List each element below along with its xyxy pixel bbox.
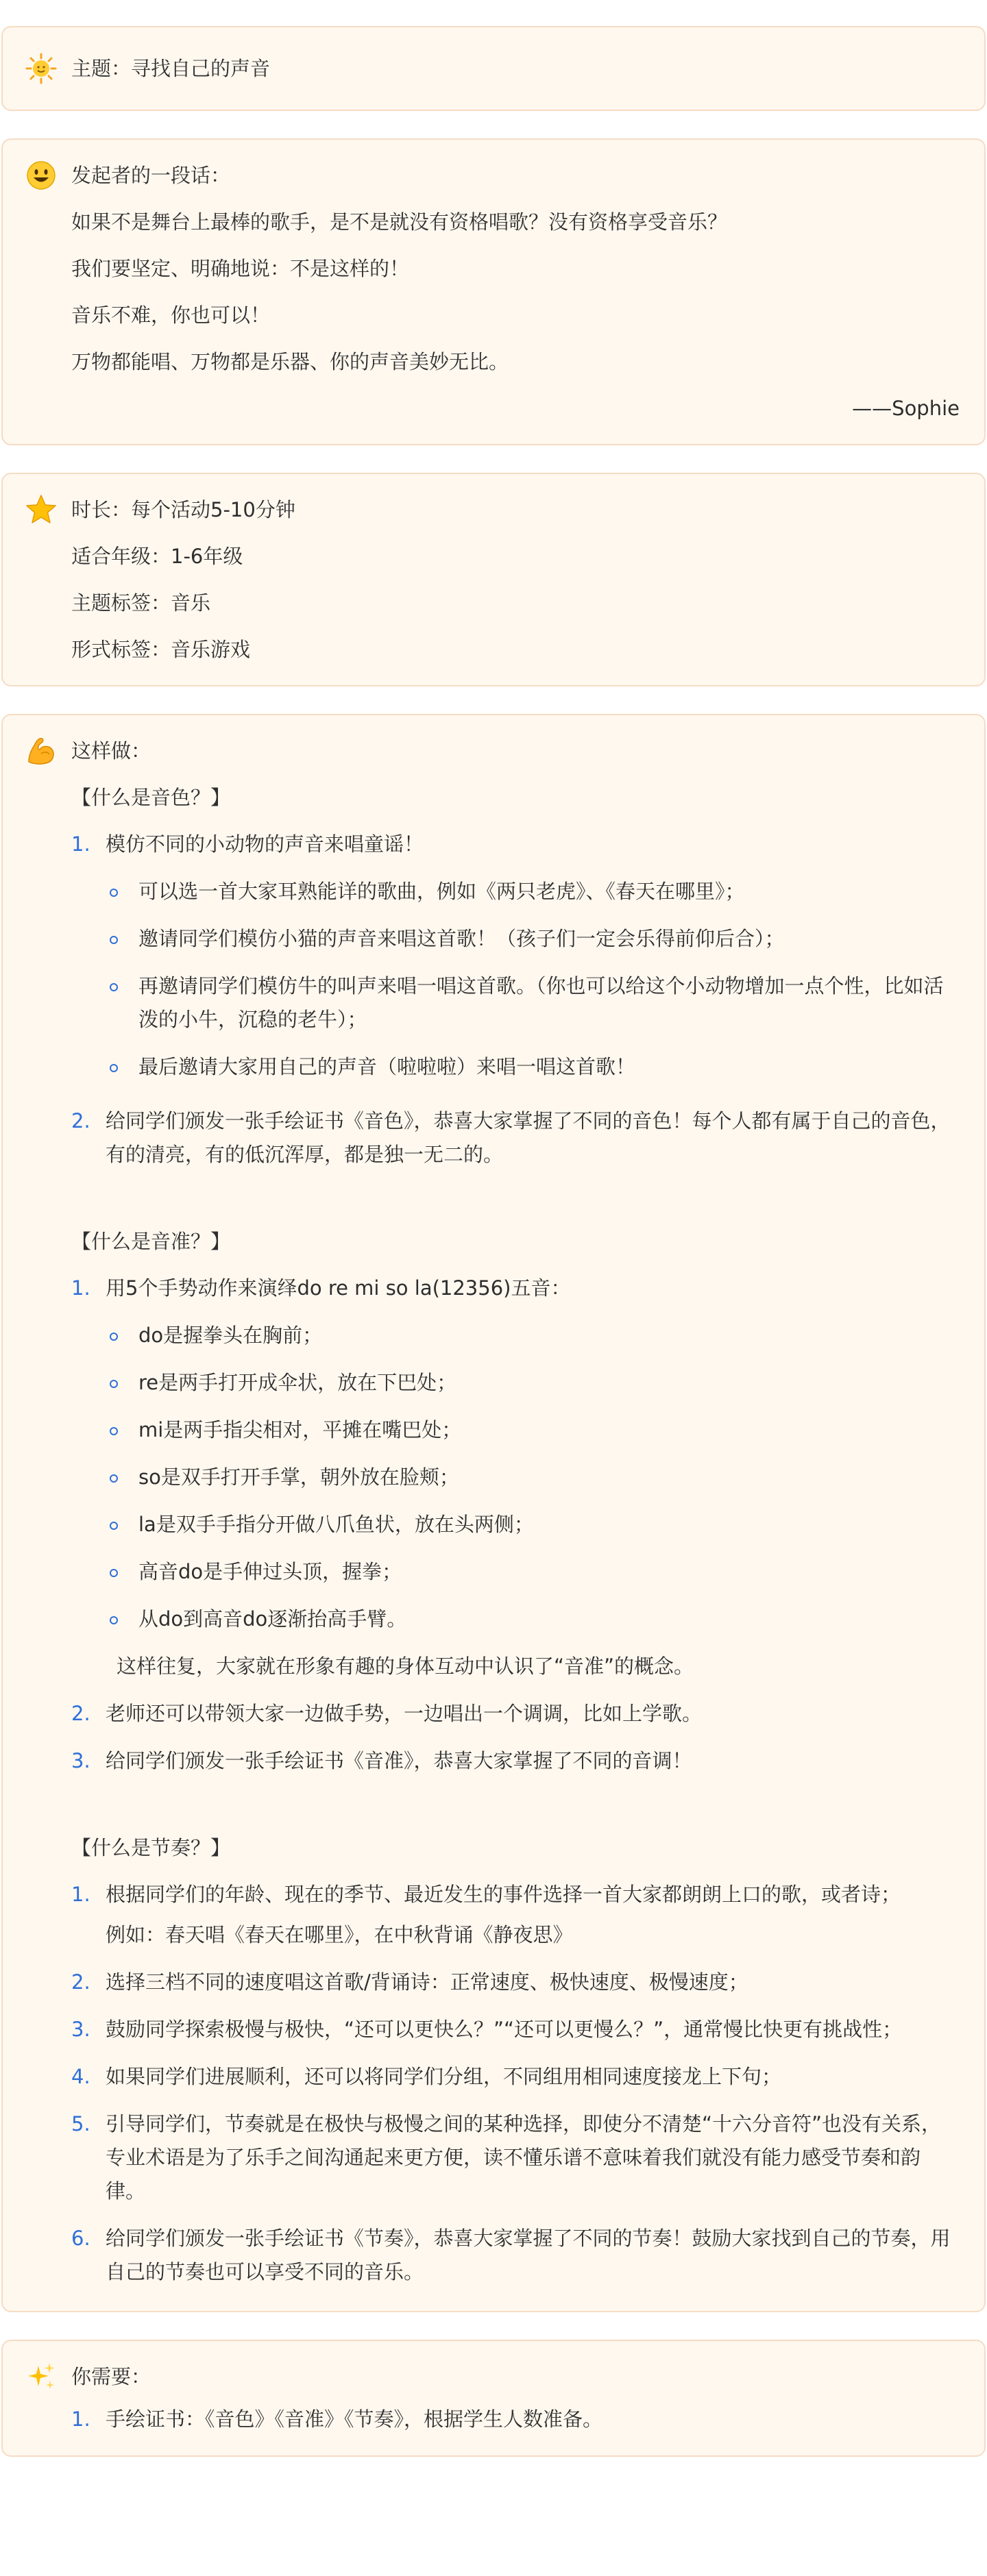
- intro-line-1: 如果不是舞台上最棒的歌手，是不是就没有资格唱歌？没有资格享受音乐？: [71, 210, 728, 234]
- bullet-icon: [106, 1413, 138, 1447]
- info-topic-tag: 主题标签：音乐: [71, 591, 211, 615]
- list-item: [71, 1737, 960, 1785]
- sub-item: do是握拳头在胸前；: [106, 1312, 960, 1359]
- list-item: [71, 1265, 960, 1690]
- howto-card: [1, 714, 986, 2312]
- list-item: [71, 1871, 960, 1959]
- item-number: 1.: [71, 1883, 90, 1906]
- info-format-tag: 形式标签：音乐游戏: [71, 638, 251, 661]
- bullet-icon: [106, 875, 138, 908]
- info-grade: 适合年级：1-6年级: [71, 545, 243, 568]
- item-text: 根据同学们的年龄、现在的季节、最近发生的事件选择一首大家都朗朗上口的歌，或者诗；: [106, 1883, 901, 1906]
- item-text: 选择三档不同的速度唱这首歌/背诵诗：正常速度、极快速度、极慢速度；: [106, 1970, 748, 1994]
- item-text: 给同学们颁发一张手绘证书《音准》，恭喜大家掌握了不同的音调！: [106, 1749, 692, 1772]
- list-item: [71, 2101, 960, 2215]
- sub-item: 从do到高音do逐渐抬高手臂。: [106, 1596, 960, 1643]
- bullet-icon: [106, 1461, 138, 1494]
- info-duration-row: [25, 486, 960, 533]
- sub-item: mi是两手指尖相对，平摊在嘴巴处；: [106, 1407, 960, 1454]
- theme-text: 主题：寻找自己的声音: [71, 57, 271, 80]
- sub-item: re是两手打开成伞状，放在下巴处；: [106, 1359, 960, 1407]
- info-duration: 时长：每个活动5-10分钟: [71, 498, 295, 521]
- item-continuation: 这样往复，大家就在形象有趣的身体互动中认识了“音准”的概念。: [117, 1655, 694, 1678]
- item-text: 如果同学们进展顺利，还可以将同学们分组，不同组用相同速度接龙上下句；: [106, 2065, 782, 2088]
- bullet-icon: [106, 1319, 138, 1352]
- sub-item: la是双手手指分开做八爪鱼状，放在头两侧；: [106, 1501, 960, 1548]
- intro-heading-row: [25, 152, 960, 199]
- item-text: 老师还可以带领大家一边做手势，一边唱出一个调调，比如上学歌。: [106, 1702, 703, 1725]
- sub-item: 再邀请同学们模仿牛的叫声来唱一唱这首歌。（你也可以给这个小动物增加一点个性，比如活泼的小牛，沉稳的老牛）；: [106, 963, 960, 1043]
- item-text: 给同学们颁发一张手绘证书《节奏》，恭喜大家掌握了不同的节奏！鼓励大家找到自己的节奏，用自己的节奏也可以享受不同的音乐。: [106, 2227, 951, 2283]
- pitch-list: [25, 1265, 960, 1785]
- list-item: [71, 2400, 960, 2443]
- bullet-icon: [106, 1050, 138, 1084]
- bullet-icon: [106, 969, 138, 1037]
- bullet-icon: [106, 922, 138, 956]
- list-item: [71, 2006, 960, 2053]
- section-title-timbre: 【什么是音色？】: [71, 786, 231, 809]
- theme-card: [1, 26, 986, 111]
- intro-card: [1, 138, 986, 445]
- section-title-pitch: 【什么是音准？】: [71, 1230, 231, 1253]
- needs-list: [25, 2400, 960, 2443]
- bullet-icon: [106, 1602, 138, 1636]
- item-number: 6.: [71, 2227, 90, 2250]
- timbre-list: [25, 821, 960, 1178]
- item-text: 模仿不同的小动物的声音来唱童谣！: [106, 832, 424, 856]
- item-number: 3.: [71, 2018, 90, 2041]
- howto-heading: 这样做：: [71, 739, 151, 763]
- sub-item: 可以选一首大家耳熟能详的歌曲，例如《两只老虎》、《春天在哪里》；: [106, 868, 960, 915]
- smiley-emoji-icon: [25, 159, 58, 192]
- item-text: 用5个手势动作来演绎do re mi so la(12356)五音：: [106, 1276, 571, 1300]
- intro-line-4: 万物都能唱、万物都是乐器、你的声音美妙无比。: [71, 350, 509, 373]
- list-item: [71, 1959, 960, 2006]
- sub-item: 高音do是手伸过头顶，握拳；: [106, 1548, 960, 1596]
- sparkles-emoji-icon: [25, 2360, 58, 2393]
- item-number: 3.: [71, 1749, 90, 1772]
- star-emoji-icon: [25, 493, 58, 526]
- bullet-icon: [106, 1366, 138, 1400]
- intro-line-3: 音乐不难，你也可以！: [71, 304, 271, 327]
- sub-item: 最后邀请大家用自己的声音（啦啦啦）来唱一唱这首歌！: [106, 1043, 960, 1091]
- pitch-sub-list: [106, 1312, 960, 1643]
- section-title-rhythm: 【什么是节奏？】: [71, 1836, 231, 1859]
- item-text: 引导同学们，节奏就是在极快与极慢之间的某种选择，即使分不清楚“十六分音符”也没有关系，专业术语是为了乐手之间沟通起来更方便，读不懂乐谱不意味着我们就没有能力感受节奏和韵律。: [106, 2112, 942, 2203]
- item-text: 手绘证书：《音色》《音准》《节奏》，根据学生人数准备。: [106, 2407, 603, 2431]
- theme-row: [25, 45, 960, 92]
- needs-heading-row: [25, 2353, 960, 2400]
- timbre-sub-list: [106, 868, 960, 1091]
- item-number: 2.: [71, 1109, 90, 1132]
- intro-line-2: 我们要坚定、明确地说：不是这样的！: [71, 257, 410, 280]
- item-number: 1.: [71, 832, 90, 856]
- bullet-icon: [106, 1508, 138, 1541]
- item-number: 2.: [71, 1702, 90, 1725]
- needs-card: [1, 2340, 986, 2457]
- item-number: 5.: [71, 2112, 90, 2135]
- sub-item: so是双手打开手掌，朝外放在脸颊；: [106, 1454, 960, 1501]
- item-number: 1.: [71, 2407, 90, 2431]
- item-text: 给同学们颁发一张手绘证书《音色》，恭喜大家掌握了不同的音色！每个人都有属于自己的音色，有的清亮，有的低沉浑厚，都是独一无二的。: [106, 1109, 951, 1166]
- item-number: 1.: [71, 1276, 90, 1300]
- item-number: 4.: [71, 2065, 90, 2088]
- bullet-icon: [106, 1555, 138, 1589]
- sub-item: 邀请同学们模仿小猫的声音来唱这首歌！（孩子们一定会乐得前仰后合）；: [106, 915, 960, 963]
- list-item: [71, 2053, 960, 2101]
- list-item: [71, 1690, 960, 1737]
- howto-heading-row: [25, 728, 960, 774]
- info-card: [1, 473, 986, 686]
- item-text: 鼓励同学探索极慢与极快，“还可以更快么？”“还可以更慢么？”，通常慢比快更有挑战性；: [106, 2018, 903, 2041]
- list-item: [71, 1098, 960, 1178]
- needs-heading: 你需要：: [71, 2365, 151, 2388]
- item-number: 2.: [71, 1970, 90, 1994]
- list-item: [71, 821, 960, 1098]
- rhythm-list: [25, 1871, 960, 2296]
- item-continuation: 例如：春天唱《春天在哪里》，在中秋背诵《静夜思》: [106, 1923, 573, 1946]
- sun-emoji-icon: [25, 52, 58, 85]
- flexed-biceps-emoji-icon: [25, 734, 58, 767]
- list-item: [71, 2215, 960, 2296]
- intro-heading: 发起者的一段话：: [71, 164, 231, 187]
- intro-signature: ——Sophie: [852, 397, 960, 420]
